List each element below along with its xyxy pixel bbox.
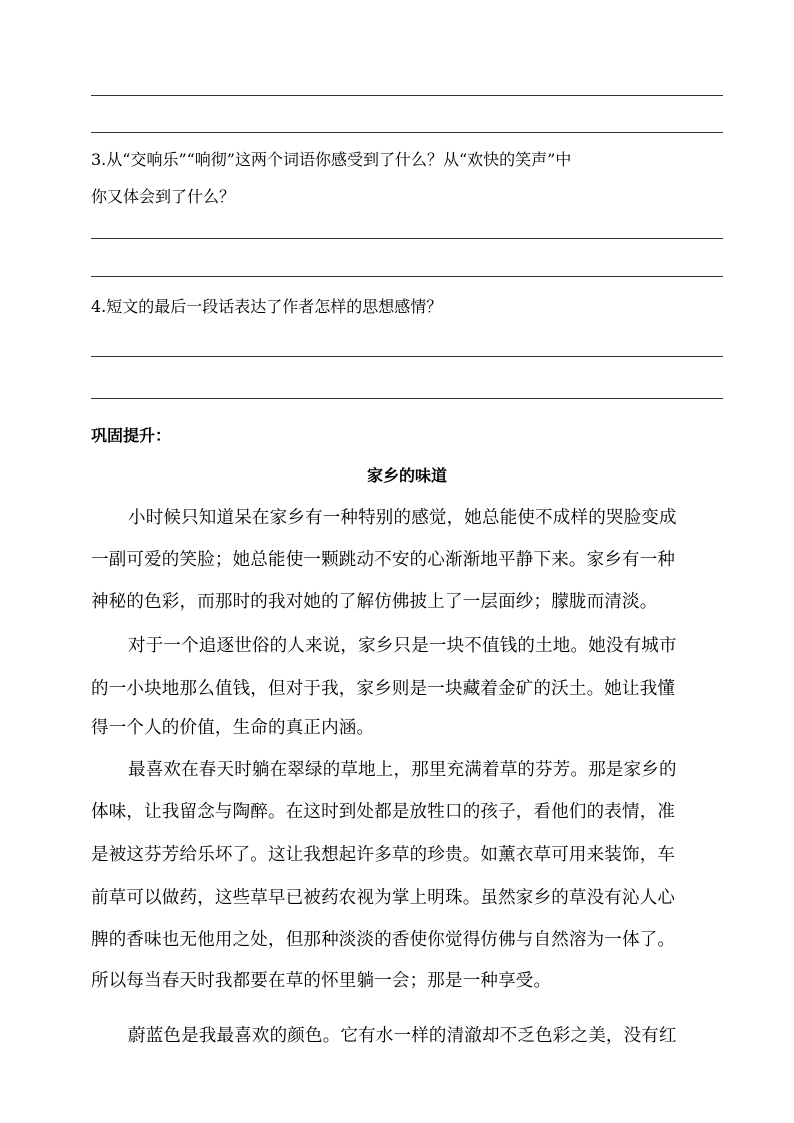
article-line: 体味，让我留念与陶醉。在这时到处都是放牲口的孩子，看他们的表情，准: [91, 802, 676, 822]
question-3-line-2: 你又体会到了什么？: [91, 187, 236, 206]
question-3-line-1: 3.从“交响乐”“响彻”这两个词语你感受到了什么？从“欢快的笑声”中: [91, 150, 572, 169]
answer-line[interactable]: [91, 95, 723, 96]
section-heading: 巩固提升：: [91, 426, 172, 445]
article-line: 小时候只知道呆在家乡有一种特别的感觉，她总能使不成样的哭脸变成: [128, 508, 677, 528]
answer-line[interactable]: [91, 276, 723, 277]
article-line: 脾的香味也无他用之处，但那种淡淡的香使你觉得仿佛与自然溶为一体了。: [91, 930, 676, 950]
article-line: 是被这芬芳给乐坏了。这让我想起许多草的珍贵。如薰衣草可用来装饰，车: [91, 845, 676, 865]
article-title: 家乡的味道: [366, 466, 447, 485]
answer-line[interactable]: [91, 238, 723, 239]
article-line: 的一小块地那么值钱，但对于我，家乡则是一块藏着金矿的沃土。她让我懂: [91, 679, 676, 699]
answer-line[interactable]: [91, 356, 723, 357]
answer-line[interactable]: [91, 132, 723, 133]
article-line: 所以每当春天时我都要在草的怀里躺一会；那是一种享受。: [91, 971, 552, 991]
article-line: 得一个人的价值，生命的真正内涵。: [91, 718, 375, 738]
article-line: 蔚蓝色是我最喜欢的颜色。它有水一样的清澈却不乏色彩之美，没有红: [128, 1026, 677, 1046]
article-line: 神秘的色彩，而那时的我对她的了解仿佛披上了一层面纱；朦胧而清淡。: [91, 592, 658, 612]
article-line: 对于一个追逐世俗的人来说，家乡只是一块不值钱的土地。她没有城市: [128, 636, 677, 656]
answer-line[interactable]: [91, 398, 723, 399]
question-4-line-1: 4.短文的最后一段话表达了作者怎样的思想感情？: [91, 297, 443, 316]
article-line: 一副可爱的笑脸；她总能使一颗跳动不安的心渐渐地平静下来。家乡有一种: [91, 550, 676, 570]
article-line: 最喜欢在春天时躺在翠绿的草地上，那里充满着草的芬芳。那是家乡的: [128, 760, 677, 780]
article-line: 前草可以做药，这些草早已被药农视为掌上明珠。虽然家乡的草没有沁人心: [91, 888, 676, 908]
